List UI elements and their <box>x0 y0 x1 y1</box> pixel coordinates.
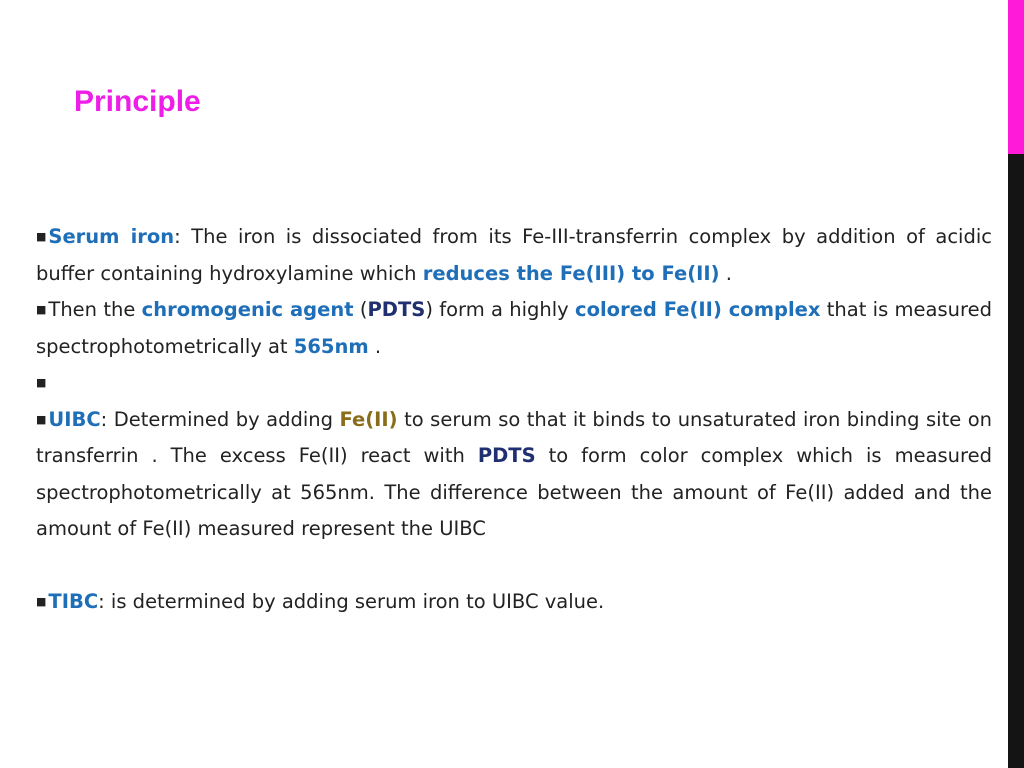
text-segment: to form color complex which is measured spectrophotometrically at 565nm. The difference between the amount of Fe(II) added and the amount of Fe(II) measured represent the UIBC <box>36 444 992 540</box>
highlight-colored-complex: colored Fe(II) complex <box>575 298 821 321</box>
paragraph-empty-bullet <box>36 365 992 402</box>
paragraph-uibc <box>36 402 992 548</box>
text-segment: : Determined by adding <box>100 407 340 431</box>
text-segment: . <box>368 334 382 358</box>
square-bullet-icon: ■ <box>36 303 47 316</box>
highlight-pdts: PDTS <box>477 444 536 467</box>
text-segment: Then the <box>48 298 142 321</box>
paragraph-chromogenic <box>36 292 992 365</box>
highlight-chromogenic-agent: chromogenic agent <box>141 298 354 321</box>
square-bullet-icon: ■ <box>36 412 47 426</box>
term-serum-iron: Serum iron <box>48 225 175 248</box>
term-tibc: TIBC <box>48 590 99 613</box>
square-bullet-icon: ■ <box>36 376 47 389</box>
term-uibc: UIBC <box>48 407 101 431</box>
text-segment: ) form a highly <box>425 298 576 321</box>
highlight-reduces: reduces the Fe(III) to Fe(II) <box>422 261 720 285</box>
slide-body <box>36 219 992 621</box>
highlight-pdts: PDTS <box>367 298 426 321</box>
side-accent-bar-bottom <box>1008 154 1024 768</box>
highlight-565nm: 565nm <box>293 334 369 358</box>
square-bullet-icon: ■ <box>36 595 47 608</box>
highlight-fe-ii: Fe(II) <box>339 407 398 431</box>
text-segment: : The iron is dissociated from its Fe-III-transferrin complex by addition of acidic buffer containing hydroxylamine which <box>36 225 992 285</box>
text-segment: ( <box>353 298 368 321</box>
slide-title: Principle <box>74 85 201 118</box>
paragraph-serum-iron <box>36 219 992 292</box>
text-segment: to serum so that it binds to unsaturated iron binding site on transferrin . The excess Fe(II) react with <box>36 407 992 467</box>
side-accent-bar-top <box>1008 0 1024 154</box>
text-segment: : is determined by adding serum iron to UIBC value. <box>98 590 605 613</box>
side-accent-bar <box>1008 0 1024 768</box>
square-bullet-icon: ■ <box>36 230 47 243</box>
text-segment: . <box>719 261 732 285</box>
paragraph-gap <box>36 548 992 585</box>
paragraph-tibc <box>36 584 992 621</box>
text-segment: that is measured spectrophotometrically at <box>36 298 992 358</box>
